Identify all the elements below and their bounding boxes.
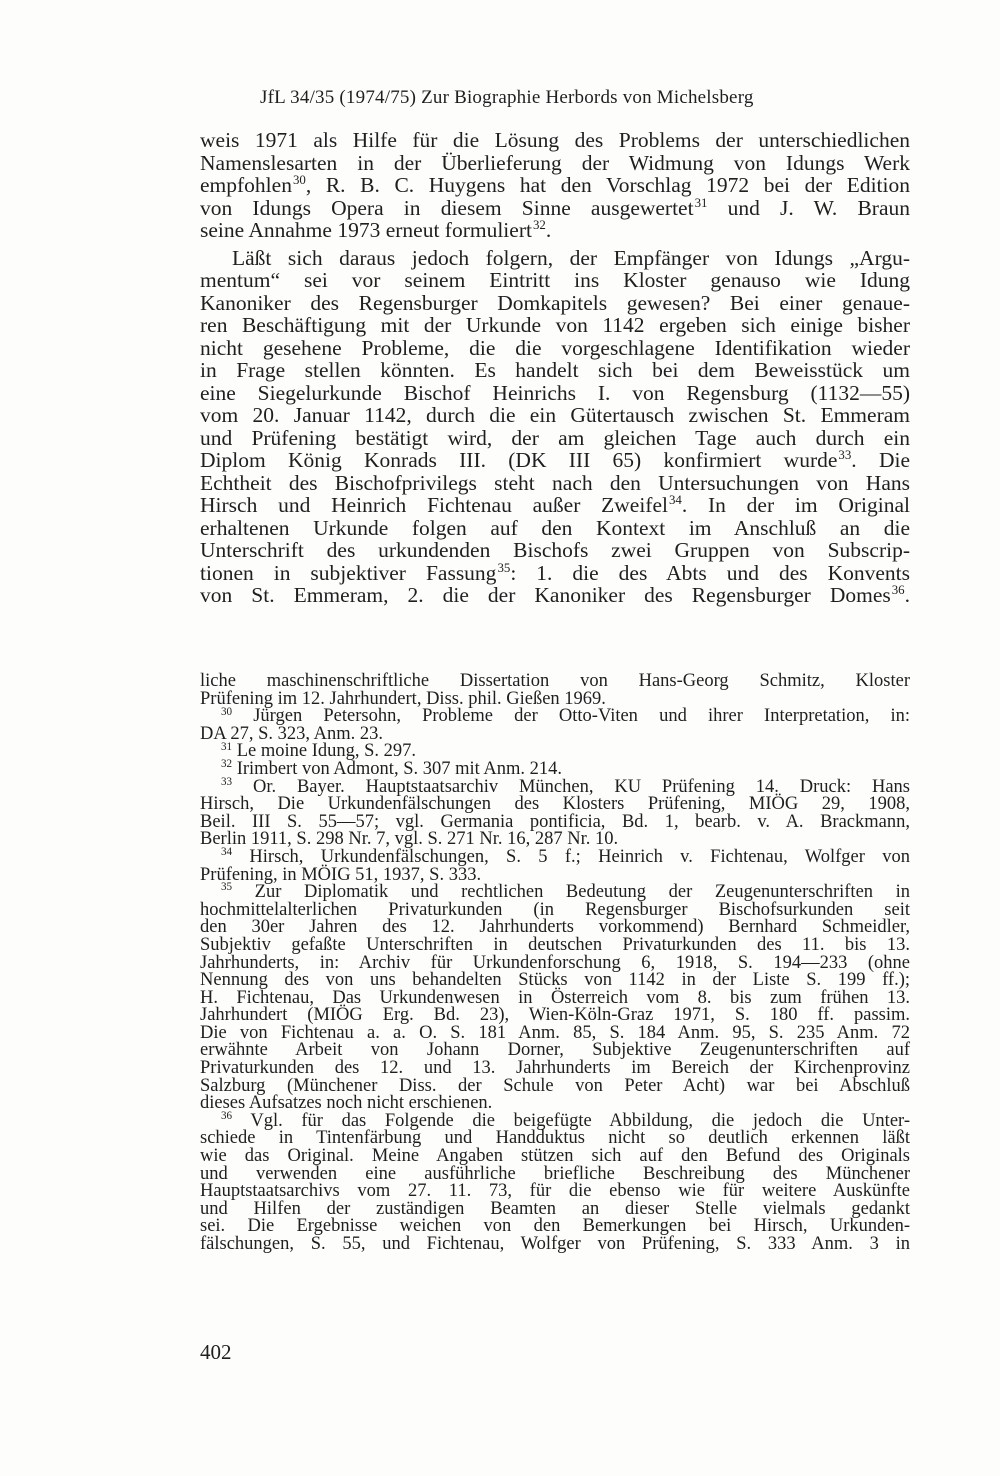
footnote-number: 33	[221, 775, 233, 788]
text-run: empfohlen	[200, 173, 292, 197]
text-run: , R. B. C. Huygens hat den Vorschlag 1972 bei der Edition	[305, 173, 910, 197]
footnote-30	[200, 705, 910, 744]
footnote-line: Salzburg (Münchener Diss. der Schule von Peter Acht) war bei Abschluß	[200, 1075, 910, 1096]
text-run: und J. W. Braun	[707, 195, 910, 220]
footnote-line: hochmittelalterlichen Privaturkunden (in Regensburger Bischofsurkunden seit	[200, 899, 910, 920]
text-line: mentum“ sei vor seinem Eintritt ins Kloster genauso wie Idung	[200, 268, 910, 292]
footnote-number: 35	[221, 881, 233, 894]
footnote-line: schiede in Tintenfärbung und Handduktus nicht so deutlich erkennen läßt	[200, 1128, 910, 1149]
footnote-line: Prüfening, in MÖIG 51, 1937, S. 333.	[200, 864, 482, 885]
footnote-ref: 33	[838, 448, 852, 463]
page-number: 402	[200, 1340, 232, 1364]
footnote-line: Jahrhundert (MIÖG Erg. Bd. 23), Wien-Köln-Graz 1971, S. 180 ff. passim.	[200, 1005, 910, 1026]
footnote-line: den 30er Jahren des 12. Jahrhunderts vorkommend) Bernhard Schmeidler,	[200, 917, 910, 938]
text-line	[200, 197, 910, 220]
footnote-line: und Hilfen der zuständigen Beamten an dieser Stelle vielmals gedankt	[200, 1198, 910, 1219]
footnote-continuation	[200, 673, 910, 708]
footnote-line: Nennung des von uns behandelten Stücks von 1142 in der Liste S. 199 ff.);	[200, 970, 910, 991]
footnote-line: wie das Original. Meine Angaben stützen sich auf den Befund des Originals	[200, 1146, 910, 1167]
text-run: Le moine Idung, S. 297.	[232, 741, 417, 762]
text-line: Kanoniker des Regensburger Domkapitels gewesen? Bei einer genaue-	[200, 290, 910, 315]
text-line: erhaltenen Urkunde folgen auf den Kontext im Anschluß an die	[200, 515, 910, 540]
text-run: Irimbert von Admont, S. 307 mit Anm. 214.	[232, 758, 563, 779]
footnote-ref: 32	[532, 218, 546, 233]
text-line: weis 1971 als Hilfe für die Lösung des Problems der unterschiedlichen	[200, 128, 910, 152]
text-run: Vgl. für das Folgende die beigefügte Abbildung, die jedoch die Unter-	[232, 1110, 910, 1131]
text-run: : 1. die des Abts und des Konvents	[510, 560, 910, 585]
text-run: von St. Emmeram, 2. die der Kanoniker des Regensburger Domes	[200, 583, 891, 607]
running-head: JfL 34/35 (1974/75) Zur Biographie Herbords von Michelsberg	[260, 87, 754, 108]
text-run: .	[904, 583, 910, 607]
text-line	[200, 174, 910, 197]
footnote-number: 30	[221, 705, 233, 718]
text-line: vom 20. Januar 1142, durch die ein Gütertausch zwischen St. Emmeram	[200, 403, 910, 427]
text-run: . Die	[851, 448, 910, 472]
text-line: und Prüfening bestätigt wird, der am gleichen Tage auch durch ein	[200, 425, 910, 450]
footnote-line: erwähnte Arbeit von Johann Dorner, Subjektive Zeugenunterschriften auf	[200, 1040, 910, 1061]
text-run: .	[545, 218, 552, 242]
footnote-ref: 31	[694, 195, 708, 210]
footnote-number: 34	[221, 846, 233, 859]
footnote-33	[200, 775, 910, 850]
footnote-line: Die von Fichtenau a. a. O. S. 181 Anm. 85, S. 184 Anm. 95, S. 235 Anm. 72	[200, 1022, 910, 1043]
footnote-line: dieses Aufsatzes noch nicht erschienen.	[200, 1093, 493, 1114]
text-line: eine Siegelurkunde Bischof Heinrichs I. von Regensburg (1132—55)	[200, 380, 910, 405]
footnote-ref: 34	[668, 493, 682, 508]
text-run: Hirsch, Urkundenfälschungen, S. 5 f.; Heinrich v. Fichtenau, Wolfger von	[232, 846, 910, 867]
footnote-line: fälschungen, S. 55, und Fichtenau, Wolfger von Prüfening, S. 333 Anm. 3 in	[200, 1234, 910, 1254]
text-run: Or. Bayer. Hauptstaatsarchiv München, KU Prüfening 14. Druck: Hans	[232, 776, 910, 797]
text-run: Zur Diplomatik und rechtlichen Bedeutung der Zeugenunterschriften in	[232, 882, 910, 903]
text-line	[200, 219, 910, 242]
footnote-34	[200, 846, 910, 885]
text-line: in Frage stellen könnten. Es handelt sich bei dem Beweisstück um	[200, 358, 910, 382]
footnote-line: H. Fichtenau, Das Urkundenwesen in Österreich vom 8. bis zum frühen 13.	[200, 987, 910, 1008]
footnote-line: Hirsch, Die Urkundenfälschungen des Klosters Prüfening, MIÖG 29, 1908,	[200, 794, 910, 815]
footnote-number: 36	[221, 1110, 233, 1123]
text-line: Läßt sich daraus jedoch folgern, der Empfänger von Idungs „Argu-	[232, 245, 910, 270]
text-line: ren Beschäftigung mit der Urkunde von 1142 ergeben sich einige bisher	[200, 313, 910, 337]
footnote-line: Subjektiv gefaßte Unterschriften in deutschen Privaturkunden des 11. bis 13.	[200, 934, 910, 955]
footnote-line: Beil. III S. 55—57; vgl. Germania pontificia, Bd. 1, bearb. v. A. Brackmann,	[200, 811, 910, 832]
footnote-line: sei. Die Ergebnisse weichen von den Bemerkungen bei Hirsch, Urkunden-	[200, 1216, 910, 1237]
text-line	[200, 449, 910, 472]
footnote-line: Jahrhunderts, in: Archiv für Urkundenforschung 6, 1918, S. 194—233 (ohne	[200, 952, 910, 973]
footnote-36	[200, 1110, 910, 1254]
footnote-number: 32	[221, 758, 233, 771]
footnote-line: Privaturkunden des 12. und 13. Jahrhunderts im Bereich der Kirchenprovinz	[200, 1058, 910, 1079]
footnote-line	[200, 846, 910, 867]
text-line	[200, 584, 910, 607]
footnote-ref: 30	[292, 173, 306, 188]
footnotes	[200, 673, 910, 1254]
text-run: tionen in subjektiver Fassung	[200, 560, 497, 585]
text-run: Diplom König Konrads III. (DK III 65) konfirmiert wurde	[200, 448, 838, 472]
paragraph	[200, 247, 910, 607]
paragraph	[200, 129, 910, 242]
footnote-line: und verwenden eine ausführliche briefliche Beschreibung des Münchener	[200, 1163, 910, 1184]
main-text	[200, 129, 910, 607]
text-line: nicht gesehene Probleme, die die vorgeschlagene Identifikation wieder	[200, 335, 910, 360]
text-line: Unterschrift des urkundenden Bischofs zwei Gruppen von Subscrip-	[200, 538, 910, 562]
text-run: Hirsch und Heinrich Fichtenau außer Zweifel	[200, 493, 668, 517]
footnote-ref: 35	[497, 560, 511, 575]
text-line	[200, 494, 910, 517]
footnote-35	[200, 881, 910, 1114]
text-run: seine Annahme 1973 erneut formuliert	[200, 218, 532, 242]
footnote-line: liche maschinenschriftliche Dissertation von Hans-Georg Schmitz, Kloster	[200, 671, 910, 691]
text-line	[200, 562, 910, 585]
footnote-line: Hauptstaatsarchivs vom 27. 11. 73, für die ebenso wie für weitere Auskünfte	[200, 1181, 910, 1202]
footnote-ref: 36	[891, 583, 905, 598]
footnote-line: Prüfening im 12. Jahrhundert, Diss. phil. Gießen 1969.	[200, 688, 606, 709]
footnote-number: 31	[221, 740, 233, 753]
footnote-line: Berlin 1911, S. 298 Nr. 7, vgl. S. 271 Nr. 16, 287 Nr. 10.	[200, 829, 619, 850]
text-line: Namenslesarten in der Überlieferung der Widmung von Idungs Werk	[200, 150, 910, 175]
text-run: . In der im Original	[681, 493, 910, 517]
text-line: Echtheit des Bischofprivilegs steht nach den Untersuchungen von Hans	[200, 470, 910, 495]
text-run: Jürgen Petersohn, Probleme der Otto-Viten und ihrer Interpretation, in:	[232, 706, 910, 727]
text-run: von Idungs Opera in diesem Sinne ausgewertet	[200, 195, 694, 220]
footnote-line: DA 27, S. 323, Anm. 23.	[200, 723, 383, 744]
